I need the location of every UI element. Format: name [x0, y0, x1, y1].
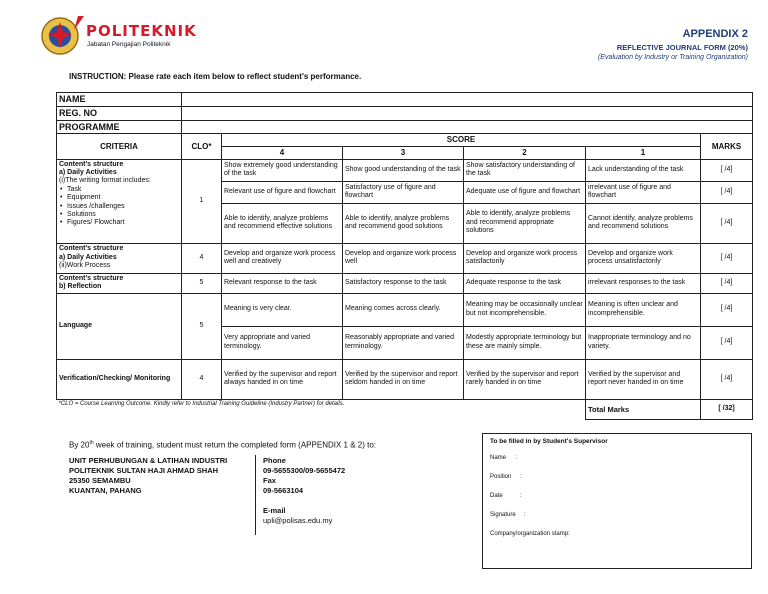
supervisor-name-row[interactable]: Name :: [490, 455, 518, 461]
criteria-header: CRITERIA: [57, 134, 182, 159]
cell: Adequate use of figure and flowchart: [464, 181, 586, 203]
cell: Adequate response to the task: [464, 273, 586, 293]
cell: Meaning is often unclear and incomprehensible.: [586, 293, 701, 326]
criteria-content-structure-2: Content's structure a) Daily Activities (ii)Work Process: [57, 243, 182, 273]
cell: Lack understanding of the task: [586, 159, 701, 181]
phone-label: Phone: [263, 456, 286, 465]
name-field[interactable]: [182, 93, 753, 107]
marks-cell[interactable]: [ /4]: [701, 359, 753, 399]
marks-cell[interactable]: [ /4]: [701, 159, 753, 181]
cell: Relevant response to the task: [222, 273, 343, 293]
supervisor-box-title: To be filled in by Student's Supervisor: [490, 438, 608, 445]
supervisor-box: [482, 433, 752, 569]
contact-info: [263, 456, 345, 526]
reg-field[interactable]: [182, 106, 753, 120]
supervisor-date-row[interactable]: Date :: [490, 493, 522, 499]
cell: Modestly appropriate terminology but these are mainly simple.: [464, 326, 586, 359]
appendix-header: [598, 28, 748, 61]
clo-note: *CLO = Course Learning Outcome. Kindly refer to Industrial Training Guideline (Industry Partner) for details.: [57, 399, 586, 419]
programme-field[interactable]: [182, 120, 753, 134]
cell: Able to identify, analyze problems and recommend good solutions: [343, 203, 464, 243]
total-row: [57, 399, 753, 419]
cell: irrelevant use of figure and flowchart: [586, 181, 701, 203]
clo-value: 4: [182, 359, 222, 399]
cell: Inappropriate terminology and no variety.: [586, 326, 701, 359]
cell: Develop and organize work process unsatisfactorily: [586, 243, 701, 273]
form-subtitle: (Evaluation by Industry or Training Organization): [597, 54, 748, 61]
cell: Able to identify, analyze problems and recommend effective solutions: [222, 203, 343, 243]
cell: Meaning comes across clearly.: [343, 293, 464, 326]
programme-label: PROGRAMME: [57, 120, 182, 134]
divider: [255, 455, 256, 535]
return-instruction: By 20th week of training, student must return the completed form (APPENDIX 1 & 2) to:: [69, 440, 376, 450]
criteria-language: Language: [57, 293, 182, 359]
supervisor-position-row[interactable]: Position :: [490, 474, 522, 480]
criteria-list: • Task • Equipment • Issues /challenges • Solutions • Figures/ Flowchart: [59, 186, 179, 228]
logo-subtext: Jabatan Pengajian Politeknik: [87, 41, 171, 48]
table-row: [57, 159, 753, 181]
clo-value: 5: [182, 293, 222, 359]
table-row: [57, 293, 753, 326]
marks-cell[interactable]: [ /4]: [701, 293, 753, 326]
cell: Verified by the supervisor and report always handed in on time: [222, 359, 343, 399]
score-4: 4: [222, 146, 343, 159]
marks-cell[interactable]: [ /4]: [701, 273, 753, 293]
score-2: 2: [464, 146, 586, 159]
table-row: [57, 243, 753, 273]
clo-header: CLO*: [182, 134, 222, 159]
fax-label: Fax: [263, 476, 276, 486]
reg-row: [57, 106, 753, 120]
email-label: E-mail: [263, 505, 286, 515]
marks-cell[interactable]: [ /4]: [701, 181, 753, 203]
evaluation-table: [56, 92, 753, 420]
cell: Very appropriate and varied terminology.: [222, 326, 343, 359]
company-stamp-row[interactable]: Company/organization stamp:: [490, 531, 570, 537]
appendix-label: APPENDIX 2: [682, 28, 748, 40]
programme-row: [57, 120, 753, 134]
cell: Reasonably appropriate and varied terminology.: [343, 326, 464, 359]
table-row: [57, 273, 753, 293]
marks-cell[interactable]: [ /4]: [701, 203, 753, 243]
cell: Able to identify, analyze problems and recommend appropriate solutions: [464, 203, 586, 243]
marks-header: MARKS: [701, 134, 753, 159]
clo-value: 4: [182, 243, 222, 273]
total-value[interactable]: [ /32]: [701, 399, 753, 419]
score-header: SCORE: [222, 134, 701, 147]
logo-text: POLITEKNIK: [86, 22, 197, 40]
instruction: INSTRUCTION: Please rate each item below to reflect student's performance.: [69, 72, 362, 81]
phone-number: 09-5655300/09-5655472: [263, 466, 346, 476]
cell: Meaning is very clear.: [222, 293, 343, 326]
cell: Satisfactory use of figure and flowchart: [343, 181, 464, 203]
cell: Show good understanding of the task: [343, 159, 464, 181]
table-header-row: [57, 134, 753, 147]
marks-cell[interactable]: [ /4]: [701, 243, 753, 273]
reg-label: REG. NO: [57, 106, 182, 120]
total-label: Total Marks: [586, 399, 701, 419]
supervisor-signature-row[interactable]: Signature :: [490, 512, 526, 518]
return-address: UNIT PERHUBUNGAN & LATIHAN INDUSTRI POLITEKNIK SULTAN HAJI AHMAD SHAH 25350 SEMAMBU KUANTAN, PAHANG: [69, 456, 228, 496]
cell: Meaning may be occasionally unclear but not incomprehensible.: [464, 293, 586, 326]
cell: Develop and organize work process well: [343, 243, 464, 273]
criteria-content-structure-1: Content's structure a) Daily Activities (i)The writing format includes: • Task • Equipment • Issues /challenges • Solutions • Figures/ Flowchart: [57, 159, 182, 243]
cell: Verified by the supervisor and report seldom handed in on time: [343, 359, 464, 399]
score-1: 1: [586, 146, 701, 159]
marks-cell[interactable]: [ /4]: [701, 326, 753, 359]
cell: Develop and organize work process well and creatively: [222, 243, 343, 273]
name-label: NAME: [57, 93, 182, 107]
cell: Verified by the supervisor and report rarely handed in on time: [464, 359, 586, 399]
table-row: [57, 359, 753, 399]
cell: irrelevant responses to the task: [586, 273, 701, 293]
cell: Satisfactory response to the task: [343, 273, 464, 293]
crest-icon: [42, 16, 84, 54]
clo-value: 1: [182, 159, 222, 243]
cell: Verified by the supervisor and report never handed in on time: [586, 359, 701, 399]
score-3: 3: [343, 146, 464, 159]
cell: Relevant use of figure and flowchart: [222, 181, 343, 203]
name-row: [57, 93, 753, 107]
criteria-verification: Verification/Checking/ Monitoring: [57, 359, 182, 399]
cell: Show extremely good understanding of the task: [222, 159, 343, 181]
fax-number: 09-5663104: [263, 486, 304, 496]
politeknik-logo: [38, 12, 208, 58]
cell: Cannot identify, analyze problems and recommend solutions: [586, 203, 701, 243]
email-link[interactable]: upli@polisas.edu.my: [263, 515, 333, 525]
form-title: REFLECTIVE JOURNAL FORM (20%): [616, 43, 748, 52]
clo-value: 5: [182, 273, 222, 293]
cell: Develop and organize work process satisfactorily: [464, 243, 586, 273]
criteria-reflection: Content's structure b) Reflection: [57, 273, 182, 293]
cell: Show satisfactory understanding of the task: [464, 159, 586, 181]
